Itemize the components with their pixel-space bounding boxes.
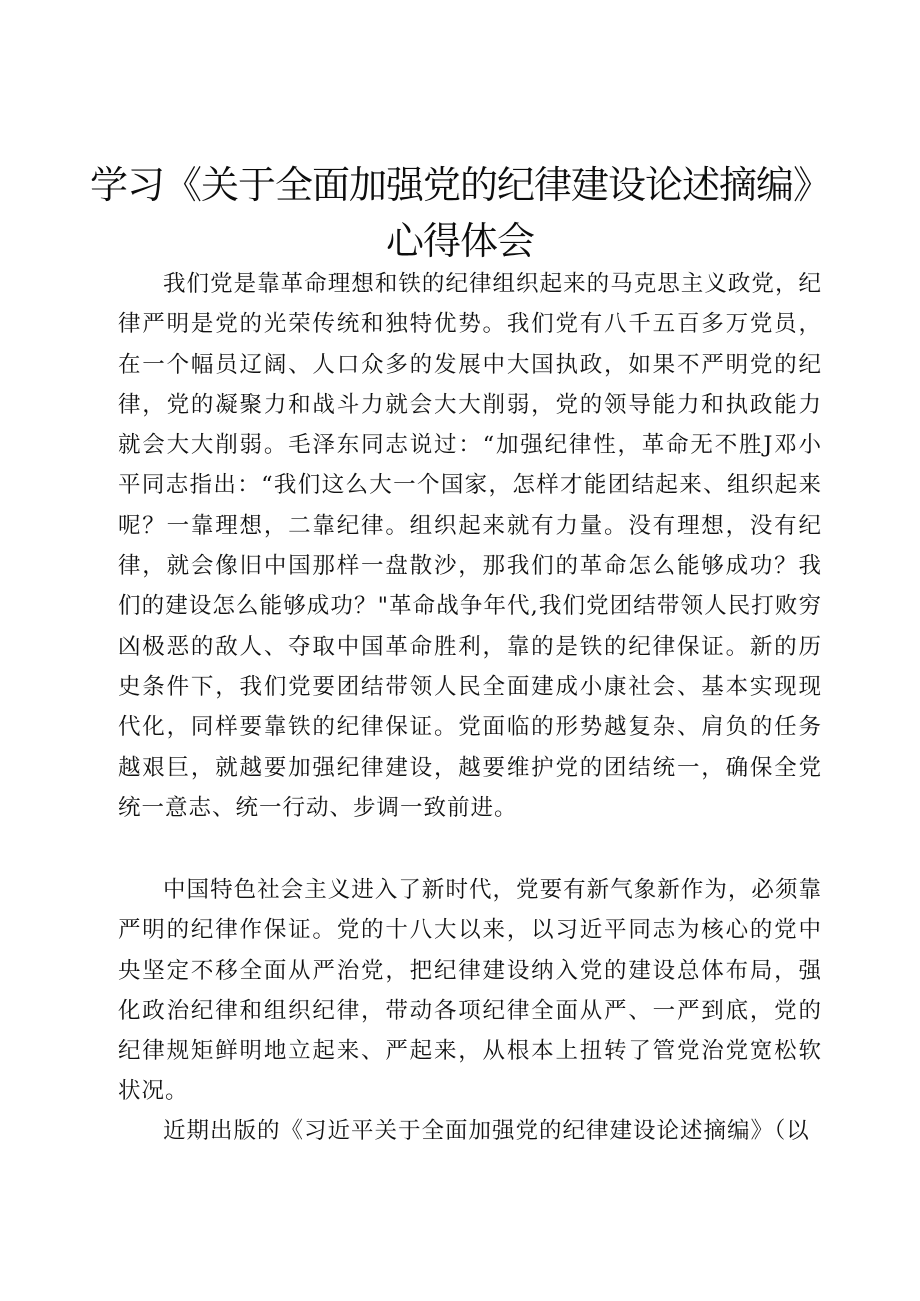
body-paragraph-3: 近期出版的《习近平关于全面加强党的纪律建设论述摘编》（以 <box>163 1118 810 1144</box>
body-paragraph-1: 我们党是靠革命理想和铁的纪律组织起来的马克思主义政党，纪律严明是党的光荣传统和独特优势。我们党有八千五百多万党员，在一个幅员辽阔、人口众多的发展中大国执政，如果不严明党的纪律，党的凝聚力和战斗力就会大大削弱，党的领导能力和执政能力就会大大削弱。毛泽东同志说过：“加强纪律性，革命无不胜J邓小平同志指出：“我们这么大一个国家，怎样才能团结起来、组织起来呢？一靠理想，二靠纪律。组织起来就有力量。没有理想，没有纪律，就会像旧中国那样一盘散沙，那我们的革命怎么能够成功？我们的建设怎么能够成功？"革命战争年代,我们党团结带领人民打败穷凶极恶的敌人、夺取中国革命胜利，靠的是铁的纪律保证。新的历史条件下，我们党要团结带领人民全面建成小康社会、基本实现现代化，同样要靠铁的纪律保证。党面临的形势越复杂、肩负的任务越艰巨，就越要加强纪律建设，越要维护党的团结统一，确保全党统一意志、统一行动、步调一致前进。 <box>118 271 822 821</box>
body-paragraph-2: 中国特色社会主义进入了新时代，党要有新气象新作为，必须靠严明的纪律作保证。党的十八大以来，以习近平同志为核心的党中央坚定不移全面从严治党，把纪律建设纳入党的建设总体布局，强化政治纪律和组织纪律，带动各项纪律全面从严、一严到底，党的纪律规矩鲜明地立起来、严起来，从根本上扭转了管党治党宽松软状况。 <box>118 877 822 1105</box>
document-title-line-1: 学习《关于全面加强党的纪律建设论述摘编》 <box>89 163 830 207</box>
document-title-line-2: 心得体会 <box>385 219 534 263</box>
